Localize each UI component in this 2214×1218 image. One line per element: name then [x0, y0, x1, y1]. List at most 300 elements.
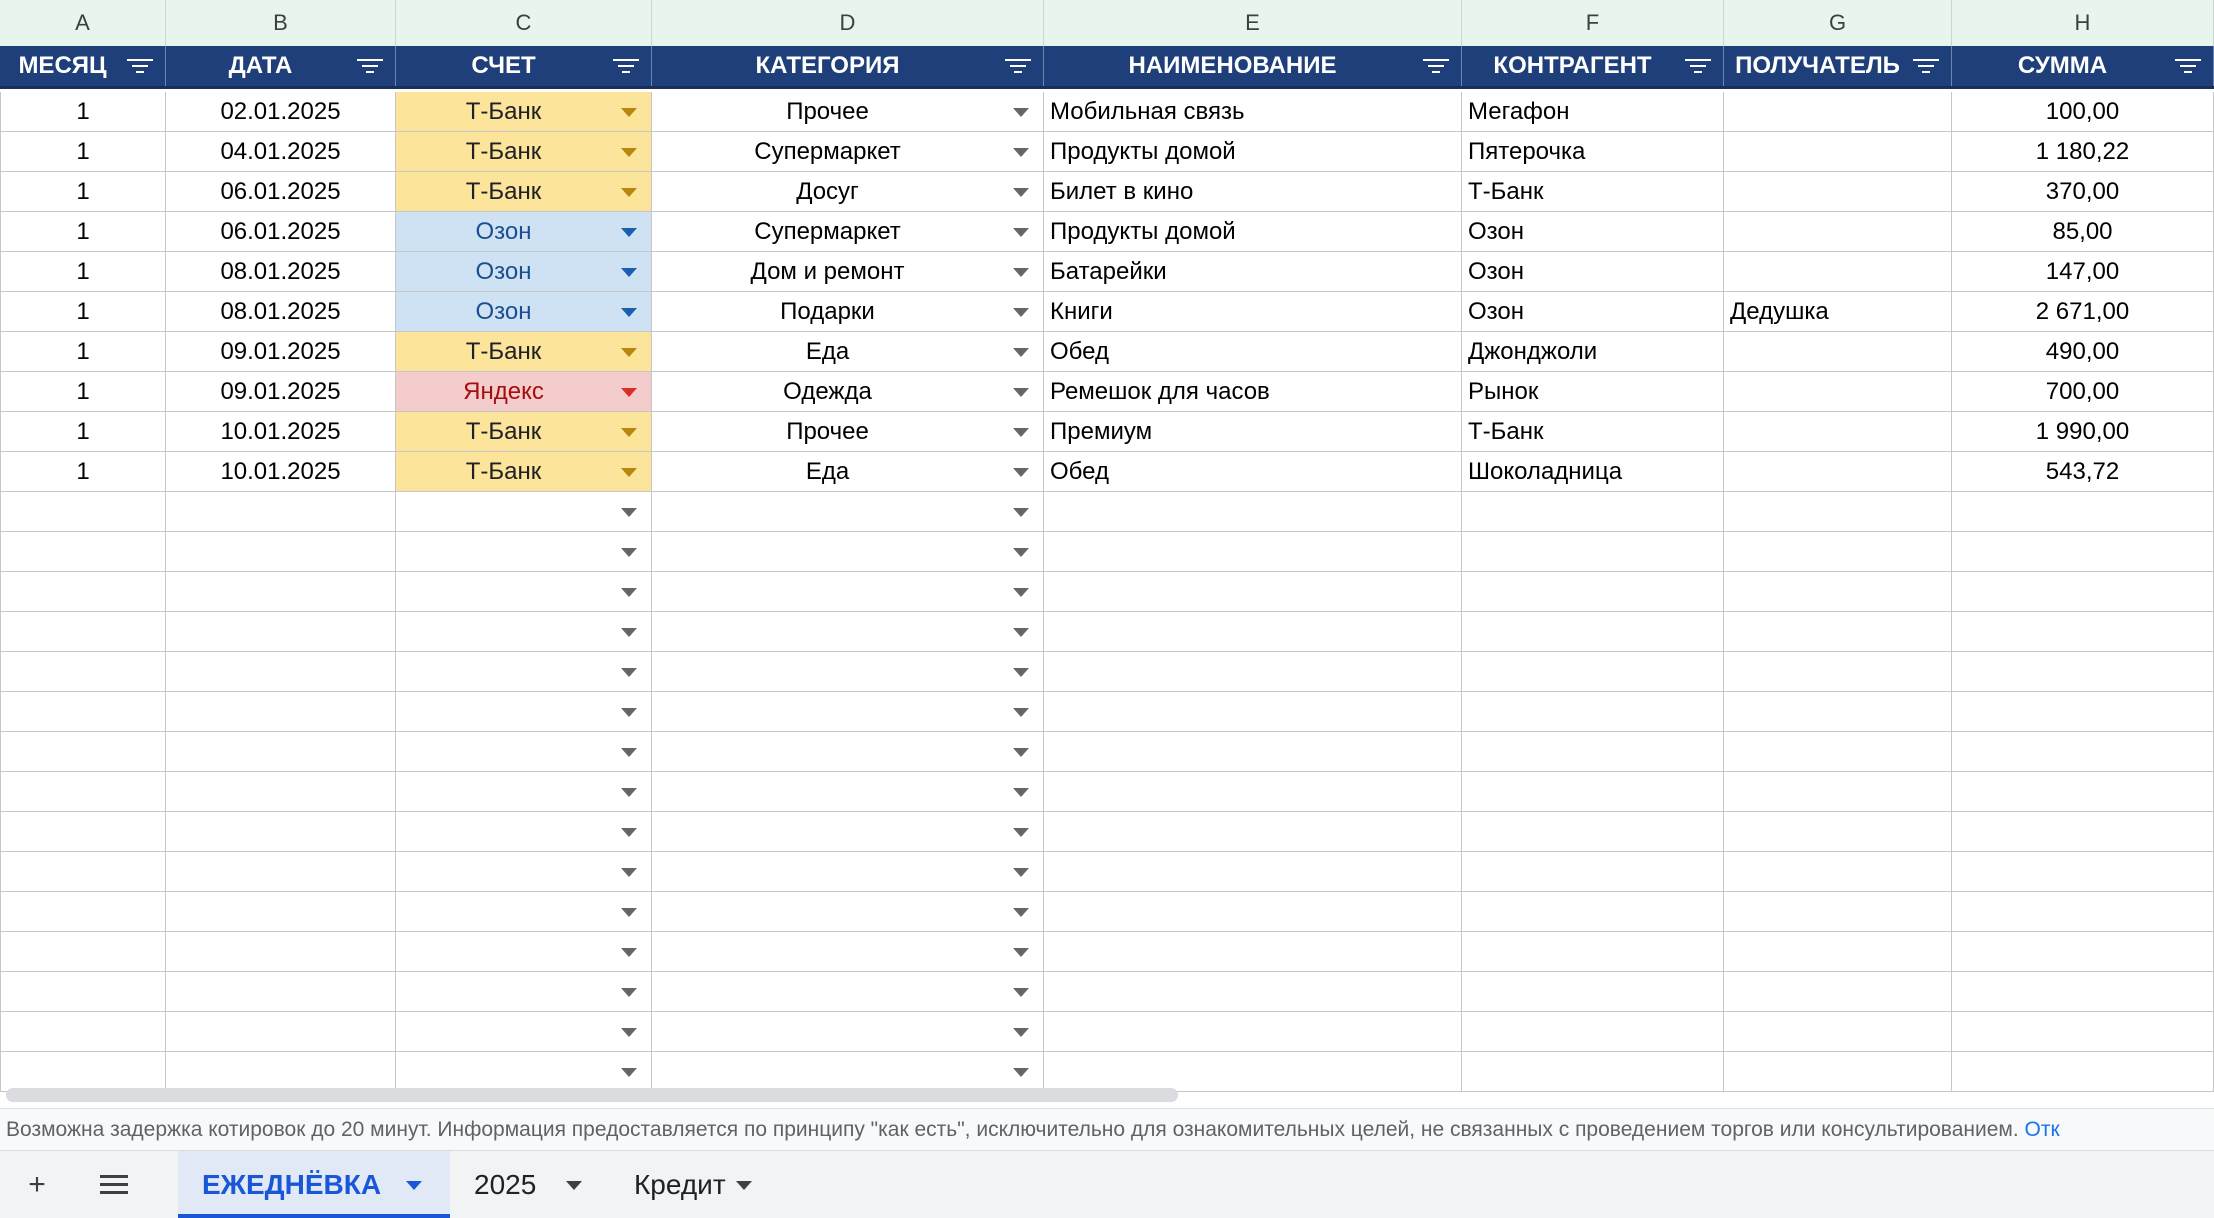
cell-category[interactable]: [652, 532, 1044, 572]
cell-account[interactable]: [396, 452, 652, 492]
cell-month[interactable]: [0, 852, 166, 892]
cell-recipient[interactable]: [1724, 692, 1952, 732]
dropdown-arrow-icon[interactable]: [1013, 908, 1029, 917]
cell-date[interactable]: [166, 372, 396, 412]
dropdown-arrow-icon[interactable]: [621, 548, 637, 557]
cell-account[interactable]: [396, 732, 652, 772]
cell-amount[interactable]: [1952, 372, 2214, 412]
cell-date[interactable]: [166, 812, 396, 852]
cell-category[interactable]: [652, 972, 1044, 1012]
dropdown-arrow-icon[interactable]: [1013, 148, 1029, 157]
cell-month[interactable]: [0, 172, 166, 212]
cell-month[interactable]: [0, 892, 166, 932]
cell-counterparty[interactable]: [1462, 292, 1724, 332]
cell-account[interactable]: [396, 1052, 652, 1092]
cell-category[interactable]: [652, 132, 1044, 172]
cell-counterparty[interactable]: [1462, 772, 1724, 812]
cell-amount[interactable]: [1952, 412, 2214, 452]
cell-name[interactable]: [1044, 692, 1462, 732]
cell-name[interactable]: [1044, 852, 1462, 892]
cell-category[interactable]: [652, 612, 1044, 652]
filter-icon[interactable]: [2175, 59, 2201, 75]
cell-name[interactable]: [1044, 132, 1462, 172]
cell-recipient[interactable]: [1724, 652, 1952, 692]
cell-category[interactable]: [652, 492, 1044, 532]
cell-recipient[interactable]: [1724, 332, 1952, 372]
cell-month[interactable]: [0, 972, 166, 1012]
cell-amount[interactable]: [1952, 812, 2214, 852]
cell-name[interactable]: [1044, 292, 1462, 332]
cell-name[interactable]: [1044, 412, 1462, 452]
cell-recipient[interactable]: [1724, 572, 1952, 612]
dropdown-arrow-icon[interactable]: [621, 108, 637, 117]
dropdown-arrow-icon[interactable]: [621, 188, 637, 197]
cell-value: 08.01.2025: [220, 298, 341, 325]
cell-category[interactable]: [652, 1052, 1044, 1092]
cell-amount[interactable]: [1952, 292, 2214, 332]
cell-counterparty[interactable]: [1462, 652, 1724, 692]
cell-category[interactable]: [652, 372, 1044, 412]
cell-month[interactable]: [0, 932, 166, 972]
table-row: [0, 212, 2214, 252]
cell-value: 09.01.2025: [220, 378, 341, 405]
cell-date[interactable]: [166, 492, 396, 532]
cell-counterparty[interactable]: [1462, 252, 1724, 292]
cell-account[interactable]: [396, 332, 652, 372]
cell-date[interactable]: [166, 132, 396, 172]
cell-account[interactable]: [396, 412, 652, 452]
cell-value: 1: [76, 458, 90, 485]
cell-value: 543,72: [2045, 458, 2120, 485]
cell-recipient[interactable]: [1724, 532, 1952, 572]
cell-account[interactable]: [396, 372, 652, 412]
cell-category[interactable]: [652, 812, 1044, 852]
cell-category[interactable]: [652, 572, 1044, 612]
cell-name[interactable]: [1044, 332, 1462, 372]
cell-counterparty[interactable]: [1462, 972, 1724, 1012]
column-letter-header: [0, 0, 2214, 47]
cell-account[interactable]: [396, 492, 652, 532]
cell-amount[interactable]: [1952, 1052, 2214, 1092]
cell-recipient[interactable]: [1724, 132, 1952, 172]
column-letter-e[interactable]: E: [1044, 0, 1462, 46]
cell-date[interactable]: [166, 452, 396, 492]
dropdown-arrow-icon[interactable]: [621, 508, 637, 517]
cell-account[interactable]: [396, 532, 652, 572]
dropdown-arrow-icon[interactable]: [1013, 708, 1029, 717]
cell-date[interactable]: [166, 1012, 396, 1052]
column-letter-c[interactable]: C: [396, 0, 652, 46]
horizontal-scrollbar[interactable]: [6, 1088, 1178, 1102]
header-account: [396, 46, 652, 86]
cell-value: 1: [76, 218, 90, 245]
cell-name[interactable]: [1044, 532, 1462, 572]
dropdown-arrow-icon[interactable]: [621, 388, 637, 397]
dropdown-arrow-icon[interactable]: [1013, 108, 1029, 117]
dropdown-arrow-icon[interactable]: [621, 828, 637, 837]
cell-name[interactable]: [1044, 652, 1462, 692]
cell-account[interactable]: [396, 572, 652, 612]
cell-name[interactable]: [1044, 972, 1462, 1012]
dropdown-arrow-icon[interactable]: [1013, 628, 1029, 637]
cell-name[interactable]: [1044, 172, 1462, 212]
filter-icon[interactable]: [1005, 59, 1031, 75]
cell-counterparty[interactable]: [1462, 412, 1724, 452]
filter-icon[interactable]: [1685, 59, 1711, 75]
sheet-tab[interactable]: [610, 1151, 780, 1218]
filter-icon[interactable]: [613, 59, 639, 75]
cell-recipient[interactable]: [1724, 172, 1952, 212]
cell-recipient[interactable]: [1724, 772, 1952, 812]
dropdown-arrow-icon[interactable]: [1013, 948, 1029, 957]
cell-recipient[interactable]: [1724, 732, 1952, 772]
cell-month[interactable]: [0, 92, 166, 132]
dropdown-arrow-icon[interactable]: [621, 148, 637, 157]
chevron-down-icon[interactable]: [566, 1181, 582, 1190]
dropdown-arrow-icon[interactable]: [621, 428, 637, 437]
cell-date[interactable]: [166, 732, 396, 772]
header-counterparty: [1462, 46, 1724, 86]
cell-date[interactable]: [166, 572, 396, 612]
cell-counterparty[interactable]: [1462, 812, 1724, 852]
cell-name[interactable]: [1044, 1012, 1462, 1052]
cell-recipient[interactable]: [1724, 492, 1952, 532]
cell-amount[interactable]: [1952, 892, 2214, 932]
cell-date[interactable]: [166, 972, 396, 1012]
cell-recipient[interactable]: [1724, 292, 1952, 332]
cell-amount[interactable]: [1952, 692, 2214, 732]
cell-month[interactable]: [0, 1012, 166, 1052]
dropdown-arrow-icon[interactable]: [1013, 348, 1029, 357]
cell-category[interactable]: [652, 252, 1044, 292]
dropdown-arrow-icon[interactable]: [1013, 228, 1029, 237]
cell-amount[interactable]: [1952, 332, 2214, 372]
cell-counterparty[interactable]: [1462, 732, 1724, 772]
cell-account[interactable]: [396, 292, 652, 332]
cell-date[interactable]: [166, 772, 396, 812]
filter-icon[interactable]: [357, 59, 383, 75]
cell-category[interactable]: [652, 692, 1044, 732]
filter-icon[interactable]: [1423, 59, 1449, 75]
cell-month[interactable]: [0, 212, 166, 252]
cell-amount[interactable]: [1952, 572, 2214, 612]
cell-account[interactable]: [396, 692, 652, 732]
dropdown-arrow-icon[interactable]: [1013, 668, 1029, 677]
empty-row: [0, 572, 2214, 612]
cell-value: Т-Банк: [465, 98, 542, 125]
cell-value: Продукты домой: [1050, 218, 1236, 245]
dropdown-arrow-icon[interactable]: [621, 988, 637, 997]
cell-amount[interactable]: [1952, 732, 2214, 772]
cell-category[interactable]: [652, 852, 1044, 892]
cell-amount[interactable]: [1952, 92, 2214, 132]
cell-name[interactable]: [1044, 492, 1462, 532]
cell-amount[interactable]: [1952, 252, 2214, 292]
cell-name[interactable]: [1044, 92, 1462, 132]
cell-account[interactable]: [396, 1012, 652, 1052]
cell-date[interactable]: [166, 172, 396, 212]
cell-account[interactable]: [396, 772, 652, 812]
cell-category[interactable]: [652, 412, 1044, 452]
cell-category[interactable]: [652, 92, 1044, 132]
cell-date[interactable]: [166, 852, 396, 892]
dropdown-arrow-icon[interactable]: [621, 1068, 637, 1077]
cell-month[interactable]: [0, 292, 166, 332]
cell-month[interactable]: [0, 772, 166, 812]
header-label: МЕСЯЦ: [18, 52, 107, 79]
cell-recipient[interactable]: [1724, 612, 1952, 652]
header-label: ПОЛУЧАТЕЛЬ: [1735, 52, 1900, 79]
dropdown-arrow-icon[interactable]: [621, 948, 637, 957]
cell-value: 04.01.2025: [220, 138, 341, 165]
cell-amount[interactable]: [1952, 532, 2214, 572]
notice-open-link[interactable]: Отк: [2024, 1118, 2060, 1141]
cell-recipient[interactable]: [1724, 1012, 1952, 1052]
cell-counterparty[interactable]: [1462, 172, 1724, 212]
column-letter-h[interactable]: H: [1952, 0, 2214, 46]
cell-counterparty[interactable]: [1462, 1052, 1724, 1092]
cell-date[interactable]: [166, 252, 396, 292]
cell-recipient[interactable]: [1724, 92, 1952, 132]
dropdown-arrow-icon[interactable]: [1013, 468, 1029, 477]
column-letter-a[interactable]: A: [0, 0, 166, 46]
dropdown-arrow-icon[interactable]: [1013, 828, 1029, 837]
cell-date[interactable]: [166, 412, 396, 452]
cell-counterparty[interactable]: [1462, 932, 1724, 972]
dropdown-arrow-icon[interactable]: [1013, 988, 1029, 997]
dropdown-arrow-icon[interactable]: [1013, 388, 1029, 397]
sheet-tab[interactable]: [178, 1151, 450, 1218]
dropdown-arrow-icon[interactable]: [621, 908, 637, 917]
dropdown-arrow-icon[interactable]: [621, 268, 637, 277]
dropdown-arrow-icon[interactable]: [1013, 748, 1029, 757]
cell-month[interactable]: [0, 652, 166, 692]
dropdown-arrow-icon[interactable]: [621, 628, 637, 637]
dropdown-arrow-icon[interactable]: [621, 228, 637, 237]
dropdown-arrow-icon[interactable]: [621, 588, 637, 597]
cell-account[interactable]: [396, 852, 652, 892]
cell-category[interactable]: [652, 172, 1044, 212]
column-letter-g[interactable]: G: [1724, 0, 1952, 46]
cell-account[interactable]: [396, 972, 652, 1012]
cell-name[interactable]: [1044, 212, 1462, 252]
cell-account[interactable]: [396, 892, 652, 932]
cell-category[interactable]: [652, 332, 1044, 372]
sheet-tab-bar: [0, 1150, 2214, 1218]
cell-account[interactable]: [396, 92, 652, 132]
dropdown-arrow-icon[interactable]: [1013, 1068, 1029, 1077]
dropdown-arrow-icon[interactable]: [1013, 268, 1029, 277]
dropdown-arrow-icon[interactable]: [621, 668, 637, 677]
dropdown-arrow-icon[interactable]: [621, 788, 637, 797]
cell-value: 10.01.2025: [220, 418, 341, 445]
cell-counterparty[interactable]: [1462, 892, 1724, 932]
cell-category[interactable]: [652, 652, 1044, 692]
cell-recipient[interactable]: [1724, 212, 1952, 252]
dropdown-arrow-icon[interactable]: [621, 708, 637, 717]
cell-date[interactable]: [166, 332, 396, 372]
cell-account[interactable]: [396, 812, 652, 852]
cell-amount[interactable]: [1952, 932, 2214, 972]
cell-name[interactable]: [1044, 812, 1462, 852]
cell-amount[interactable]: [1952, 1012, 2214, 1052]
cell-category[interactable]: [652, 732, 1044, 772]
cell-counterparty[interactable]: [1462, 492, 1724, 532]
cell-category[interactable]: [652, 772, 1044, 812]
cell-amount[interactable]: [1952, 132, 2214, 172]
cell-recipient[interactable]: [1724, 892, 1952, 932]
cell-month[interactable]: [0, 132, 166, 172]
dropdown-arrow-icon[interactable]: [1013, 188, 1029, 197]
cell-amount[interactable]: [1952, 972, 2214, 1012]
cell-month[interactable]: [0, 412, 166, 452]
cell-amount[interactable]: [1952, 212, 2214, 252]
cell-name[interactable]: [1044, 452, 1462, 492]
cell-date[interactable]: [166, 692, 396, 732]
cell-counterparty[interactable]: [1462, 332, 1724, 372]
cell-month[interactable]: [0, 612, 166, 652]
cell-month[interactable]: [0, 812, 166, 852]
dropdown-arrow-icon[interactable]: [621, 868, 637, 877]
cell-month[interactable]: [0, 1052, 166, 1092]
dropdown-arrow-icon[interactable]: [621, 348, 637, 357]
cell-counterparty[interactable]: [1462, 92, 1724, 132]
cell-date[interactable]: [166, 652, 396, 692]
cell-recipient[interactable]: [1724, 812, 1952, 852]
cell-counterparty[interactable]: [1462, 372, 1724, 412]
add-sheet-icon[interactable]: +: [28, 1168, 46, 1201]
cell-amount[interactable]: [1952, 852, 2214, 892]
cell-date[interactable]: [166, 92, 396, 132]
empty-row: [0, 812, 2214, 852]
filter-icon[interactable]: [1913, 59, 1939, 75]
table-row: [0, 292, 2214, 332]
cell-month[interactable]: [0, 492, 166, 532]
cell-month[interactable]: [0, 692, 166, 732]
cell-amount[interactable]: [1952, 612, 2214, 652]
cell-account[interactable]: [396, 212, 652, 252]
cell-name[interactable]: [1044, 612, 1462, 652]
cell-category[interactable]: [652, 212, 1044, 252]
cell-account[interactable]: [396, 252, 652, 292]
cell-date[interactable]: [166, 932, 396, 972]
cell-date[interactable]: [166, 892, 396, 932]
cell-counterparty[interactable]: [1462, 212, 1724, 252]
table-row: [0, 412, 2214, 452]
cell-account[interactable]: [396, 612, 652, 652]
sheet-tab[interactable]: [450, 1151, 610, 1218]
cell-month[interactable]: [0, 732, 166, 772]
chevron-down-icon[interactable]: [406, 1181, 422, 1190]
dropdown-arrow-icon[interactable]: [1013, 308, 1029, 317]
cell-month[interactable]: [0, 372, 166, 412]
cell-account[interactable]: [396, 652, 652, 692]
cell-counterparty[interactable]: [1462, 1012, 1724, 1052]
cell-recipient[interactable]: [1724, 372, 1952, 412]
column-letter-b[interactable]: B: [166, 0, 396, 46]
cell-name[interactable]: [1044, 772, 1462, 812]
cell-category[interactable]: [652, 292, 1044, 332]
cell-name[interactable]: [1044, 372, 1462, 412]
cell-value: Дедушка: [1730, 298, 1829, 325]
cell-date[interactable]: [166, 212, 396, 252]
column-letter-d[interactable]: D: [652, 0, 1044, 46]
cell-name[interactable]: [1044, 252, 1462, 292]
cell-counterparty[interactable]: [1462, 132, 1724, 172]
cell-month[interactable]: [0, 332, 166, 372]
dropdown-arrow-icon[interactable]: [621, 1028, 637, 1037]
cell-amount[interactable]: [1952, 772, 2214, 812]
cell-counterparty[interactable]: [1462, 612, 1724, 652]
cell-name[interactable]: [1044, 892, 1462, 932]
dropdown-arrow-icon[interactable]: [1013, 588, 1029, 597]
cell-account[interactable]: [396, 932, 652, 972]
cell-counterparty[interactable]: [1462, 572, 1724, 612]
cell-counterparty[interactable]: [1462, 852, 1724, 892]
cell-date[interactable]: [166, 612, 396, 652]
cell-name[interactable]: [1044, 732, 1462, 772]
cell-month[interactable]: [0, 572, 166, 612]
cell-recipient[interactable]: [1724, 972, 1952, 1012]
dropdown-arrow-icon[interactable]: [1013, 508, 1029, 517]
dropdown-arrow-icon[interactable]: [1013, 428, 1029, 437]
cell-category[interactable]: [652, 1012, 1044, 1052]
dropdown-arrow-icon[interactable]: [1013, 868, 1029, 877]
cell-account[interactable]: [396, 132, 652, 172]
cell-month[interactable]: [0, 252, 166, 292]
cell-recipient[interactable]: [1724, 252, 1952, 292]
cell-recipient[interactable]: [1724, 932, 1952, 972]
filter-icon[interactable]: [127, 59, 153, 75]
cell-amount[interactable]: [1952, 452, 2214, 492]
cell-amount[interactable]: [1952, 492, 2214, 532]
dropdown-arrow-icon[interactable]: [1013, 788, 1029, 797]
cell-amount[interactable]: [1952, 172, 2214, 212]
all-sheets-menu-icon[interactable]: [100, 1175, 128, 1195]
cell-month[interactable]: [0, 452, 166, 492]
cell-account[interactable]: [396, 172, 652, 212]
cell-counterparty[interactable]: [1462, 532, 1724, 572]
dropdown-arrow-icon[interactable]: [1013, 548, 1029, 557]
cell-name[interactable]: [1044, 572, 1462, 612]
cell-recipient[interactable]: [1724, 852, 1952, 892]
cell-counterparty[interactable]: [1462, 692, 1724, 732]
cell-name[interactable]: [1044, 932, 1462, 972]
cell-value: 700,00: [2045, 378, 2120, 405]
cell-month[interactable]: [0, 532, 166, 572]
chevron-down-icon[interactable]: [736, 1181, 752, 1190]
column-letter-f[interactable]: F: [1462, 0, 1724, 46]
cell-value: 370,00: [2045, 178, 2120, 205]
cell-recipient[interactable]: [1724, 452, 1952, 492]
cell-category[interactable]: [652, 892, 1044, 932]
dropdown-arrow-icon[interactable]: [621, 748, 637, 757]
cell-date[interactable]: [166, 1052, 396, 1092]
cell-amount[interactable]: [1952, 652, 2214, 692]
cell-category[interactable]: [652, 932, 1044, 972]
cell-category[interactable]: [652, 452, 1044, 492]
dropdown-arrow-icon[interactable]: [621, 308, 637, 317]
dropdown-arrow-icon[interactable]: [621, 468, 637, 477]
cell-date[interactable]: [166, 532, 396, 572]
cell-counterparty[interactable]: [1462, 452, 1724, 492]
cell-value: Озон: [1468, 258, 1525, 285]
cell-recipient[interactable]: [1724, 412, 1952, 452]
cell-recipient[interactable]: [1724, 1052, 1952, 1092]
cell-name[interactable]: [1044, 1052, 1462, 1092]
cell-date[interactable]: [166, 292, 396, 332]
dropdown-arrow-icon[interactable]: [1013, 1028, 1029, 1037]
